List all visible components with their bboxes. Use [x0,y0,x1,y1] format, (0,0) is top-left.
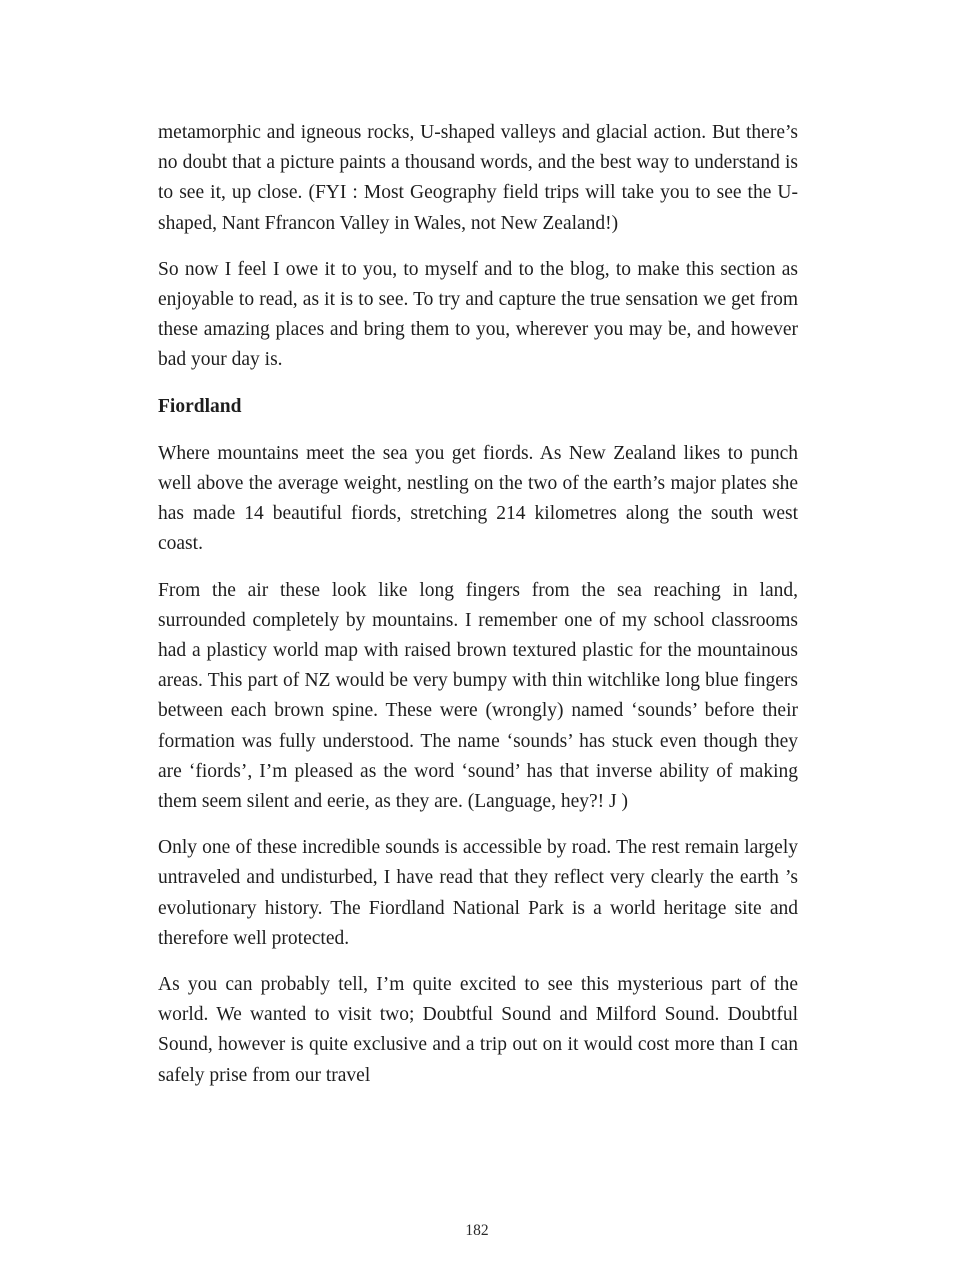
paragraph-6: As you can probably tell, I’m quite excited to see this mysterious part of the world. We wanted to visit two; Doubtful Sound and Milford Sound. Doubtful Sound, however is quite exclusive and a trip out on it would cost more than I can safely prise from our travel [158,974,798,1086]
paragraph-5: Only one of these incredible sounds is accessible by road. The rest remain largely untraveled and undisturbed, I have read that they reflect very clearly the earth ’s evolutionary history. The Fiordland National Park is a world heritage site and therefore well protected. [158,837,798,949]
page-number: 182 [465,1222,489,1239]
paragraph-3: Where mountains meet the sea you get fiords. As New Zealand likes to punch well above the average weight, nestling on the two of the earth’s major plates she has made 14 beautiful fiords, stretching 214 kilometres along the south west coast. [158,442,798,555]
paragraph-2: So now I feel I owe it to you, to myself and to the blog, to make this section as enjoyable to read, as it is to see. To try and capture the true sensation we get from these amazing places and bring them to you, wherever you may be, and however bad your day is. [158,258,798,371]
section-heading-fiordland: Fiordland [158,395,242,417]
paragraph-4: From the air these look like long fingers from the sea reaching in land, surrounded completely by mountains. I remember one of my school classrooms had a plasticy world map with raised brown textured plastic for the mountainous areas. This part of NZ would be very bumpy with thin witchlike long blue fingers between each brown spine. These were (wrongly) named ‘sounds’ before their formation was fully understood. The name ‘sounds’ has stuck even though they are ‘fiords’, I’m pleased as the word ‘sound’ has that inverse ability of making them seem silent and eerie, as they are. (Language, hey?! J ) [158,579,798,813]
text-column [158,118,798,1107]
paragraph-1: metamorphic and igneous rocks, U-shaped valleys and glacial action. But there’s no doubt that a picture paints a thousand words, and the best way to understand is to see it, up close. (FYI : Most Geography field trips will take you to see the U-shaped, Nant Ffrancon Valley in Wales, not New Zealand!) [158,122,798,234]
